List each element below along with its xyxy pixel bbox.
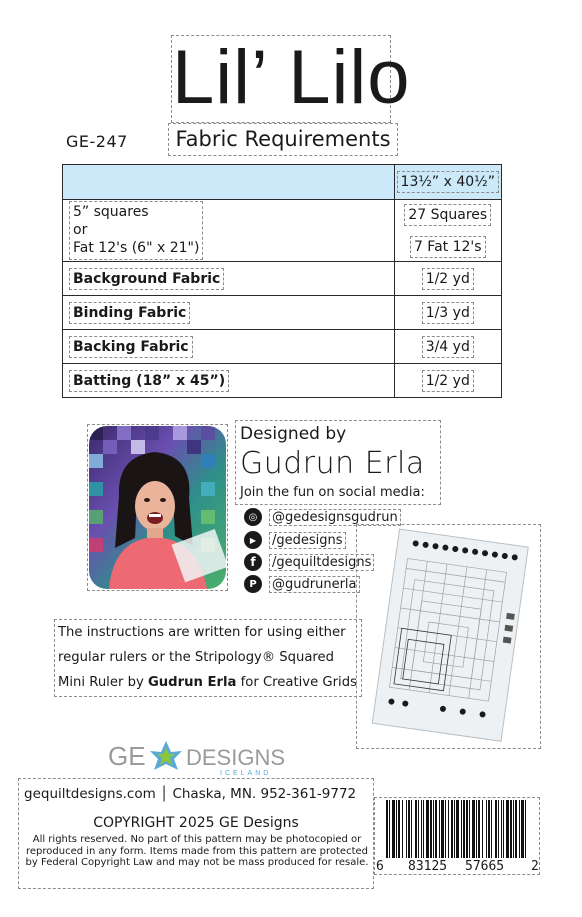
barcode-last-digit: 2	[531, 859, 539, 874]
social-facebook[interactable]	[244, 552, 374, 572]
barcode-bar	[525, 800, 526, 858]
barcode-bar	[466, 800, 468, 858]
copyright-title: COPYRIGHT 2025 GE Designs	[93, 815, 299, 831]
instructions-text: for Creative Grids	[236, 675, 357, 690]
table-cell-amount	[394, 364, 501, 398]
ge-designs-logo	[108, 737, 286, 777]
logo-designs-text: DESIGNS	[186, 745, 286, 770]
barcode-bar	[398, 800, 400, 858]
youtube-handle[interactable]: /gedesigns	[269, 532, 346, 549]
barcode-bar	[406, 800, 407, 858]
barcode-group-1: 83125	[408, 859, 448, 874]
squares-label	[69, 201, 203, 260]
barcode-bar	[486, 800, 487, 858]
table-cell-label	[63, 200, 395, 262]
table-cell-label	[63, 330, 395, 364]
barcode-bar	[503, 800, 504, 858]
barcode-bar	[515, 800, 517, 858]
binding-fabric-label: Binding Fabric	[69, 302, 190, 324]
table-row	[63, 296, 502, 330]
barcode-bar	[498, 800, 499, 858]
table-row	[63, 262, 502, 296]
barcode-bar	[472, 800, 475, 858]
barcode-bar	[426, 800, 429, 858]
barcode-bar	[402, 800, 403, 858]
label-line: 5” squares	[73, 204, 149, 220]
table-cell-amount	[394, 200, 501, 262]
table-cell-amount	[394, 296, 501, 330]
barcode-bar	[415, 800, 417, 858]
table-row	[63, 330, 502, 364]
barcode-bar	[519, 800, 520, 858]
barcode-bar	[521, 800, 524, 858]
barcode-bar	[510, 800, 512, 858]
barcode-bar	[423, 800, 424, 858]
table-cell-amount	[394, 330, 501, 364]
barcode-group-2: 57665	[465, 859, 505, 874]
fabric-requirements-heading: Fabric Requirements	[168, 123, 398, 156]
designer-name-inline: Gudrun Erla	[147, 675, 237, 690]
batting-amount: 1/2 yd	[422, 370, 474, 392]
pattern-code: GE-247	[66, 132, 128, 151]
instructions-line: regular rulers or the Stripology® Squared	[58, 650, 335, 665]
barcode-bar	[495, 800, 497, 858]
amount-fat-12s: 7 Fat 12's	[410, 236, 486, 258]
barcode-bar	[478, 800, 480, 858]
barcode-bar	[506, 800, 509, 858]
backing-fabric-label: Backing Fabric	[69, 336, 193, 358]
table-row	[63, 200, 502, 262]
barcode-bar	[513, 800, 514, 858]
barcode-bar	[488, 800, 490, 858]
designer-photo	[89, 426, 226, 589]
barcode-bar	[451, 800, 453, 858]
instagram-icon: ◎	[244, 508, 262, 526]
table-cell-amount	[394, 262, 501, 296]
facebook-icon: f	[244, 553, 262, 571]
fabric-requirements-table	[62, 164, 502, 398]
upc-barcode	[386, 800, 528, 858]
pinterest-handle[interactable]: @gudrunerla	[269, 576, 360, 593]
stripology-ruler-image	[357, 525, 540, 748]
instagram-handle[interactable]: @gedesignsgudrun	[269, 509, 401, 526]
barcode-bar	[411, 800, 412, 858]
contact-info: gequiltdesigns.com │ Chaska, MN. 952-361-9772	[24, 786, 357, 802]
designer-name: Gudrun Erla	[240, 446, 425, 481]
logo-ge-text: GE	[108, 741, 146, 771]
backing-fabric-amount: 3/4 yd	[422, 336, 474, 358]
table-row	[63, 364, 502, 398]
table-cell-label	[63, 364, 395, 398]
barcode-bar	[386, 800, 388, 858]
barcode-bar	[421, 800, 422, 858]
social-pinterest[interactable]	[244, 574, 360, 594]
copyright-text: All rights reserved. No part of this pattern may be photocopied or reproduced in any form. Items made from this pattern are protected by Federal Copyright Law and may not be mass produced for resale.	[25, 834, 369, 868]
table-header-blank	[63, 165, 395, 200]
ruler-image-frame	[356, 524, 541, 749]
barcode-bar	[456, 800, 459, 858]
barcode-bar	[408, 800, 410, 858]
barcode-bar	[392, 800, 395, 858]
table-header-size	[394, 165, 501, 200]
table-cell-label	[63, 296, 395, 330]
youtube-icon: ▶	[244, 531, 262, 549]
background-fabric-amount: 1/2 yd	[422, 268, 474, 290]
quilt-size: 13½” x 40½”	[397, 171, 499, 193]
background-fabric-label: Background Fabric	[69, 268, 224, 290]
table-header-row	[63, 165, 502, 200]
barcode-bar	[448, 800, 449, 858]
star-icon	[150, 741, 182, 770]
logo-iceland-text: ICELAND	[220, 770, 272, 777]
barcode-bar	[463, 800, 465, 858]
barcode-bar	[396, 800, 397, 858]
ruler-instructions	[54, 619, 362, 697]
barcode-bar	[433, 800, 434, 858]
pattern-title: Lil’ Lilo	[171, 35, 391, 123]
instructions-text: Mini Ruler by	[58, 675, 148, 690]
barcode-first-digit: 6	[376, 859, 384, 874]
social-youtube[interactable]	[244, 530, 346, 550]
batting-label: Batting (18” x 45”)	[69, 370, 229, 392]
barcode-bar	[461, 800, 462, 858]
designed-by-label: Designed by	[240, 424, 347, 444]
barcode-bar	[454, 800, 455, 858]
social-invite: Join the fun on social media:	[240, 485, 425, 500]
label-line: or	[73, 222, 88, 238]
label-line: Fat 12's (6" x 21")	[73, 240, 200, 256]
barcode-bar	[482, 800, 483, 858]
table-cell-label	[63, 262, 395, 296]
barcode-bar	[430, 800, 432, 858]
barcode-bar	[469, 800, 470, 858]
barcode-bar	[389, 800, 390, 858]
barcode-bar	[418, 800, 419, 858]
barcode-bar	[501, 800, 502, 858]
binding-fabric-amount: 1/3 yd	[422, 302, 474, 324]
barcode-bar	[441, 800, 444, 858]
facebook-handle[interactable]: /gequiltdesigns	[269, 554, 374, 571]
barcode-bar	[439, 800, 440, 858]
amount-squares: 27 Squares	[404, 204, 491, 226]
barcode-bar	[445, 800, 446, 858]
barcode-bar	[476, 800, 477, 858]
instructions-line: The instructions are written for using either	[58, 625, 346, 640]
instructions-line	[58, 670, 361, 695]
pinterest-icon: P	[244, 575, 262, 593]
barcode-bar	[491, 800, 492, 858]
barcode-bar	[435, 800, 437, 858]
